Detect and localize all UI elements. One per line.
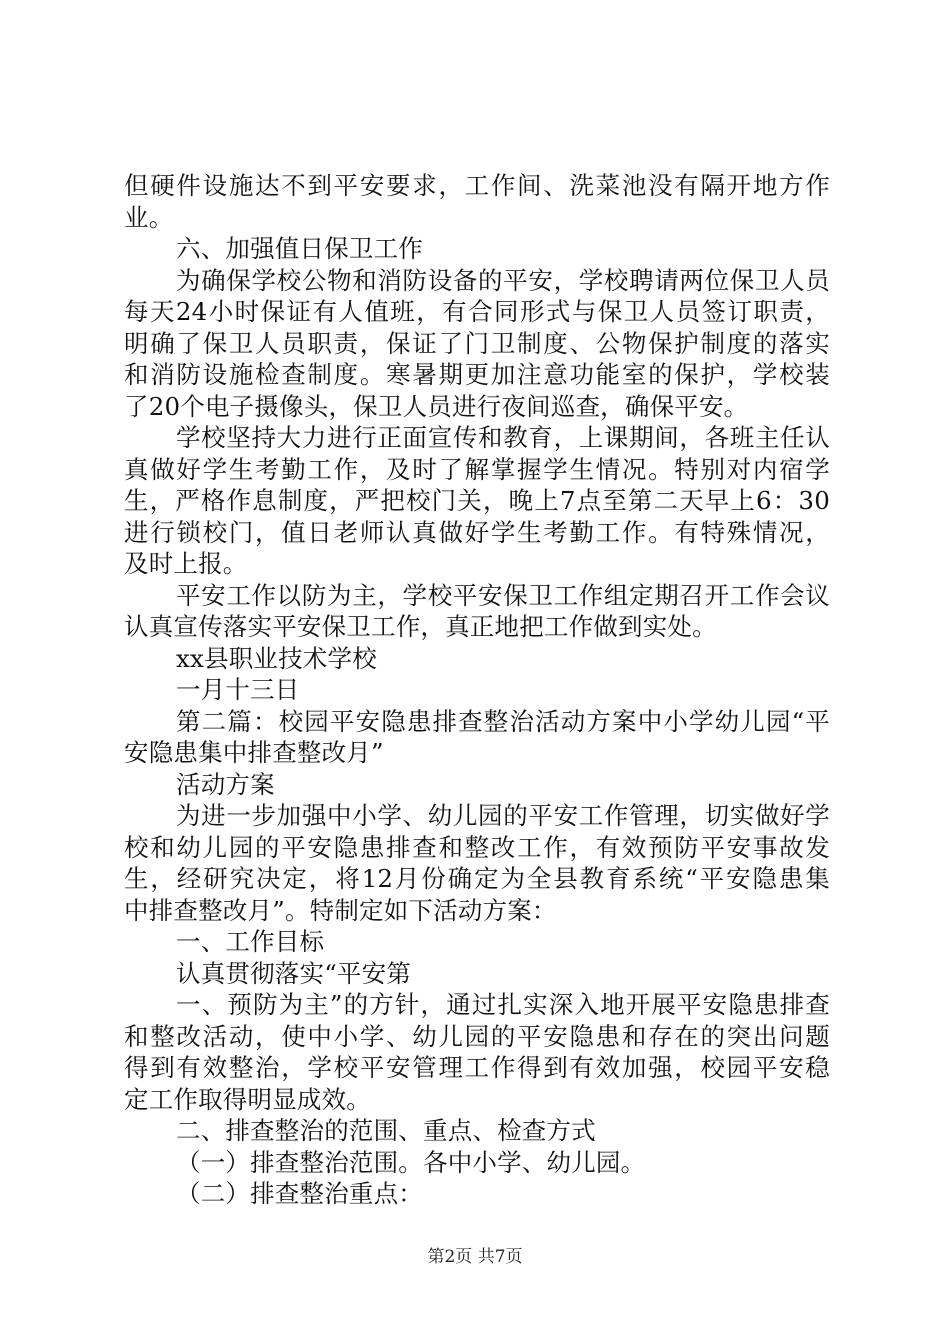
text-line: 定工作取得明显成效。 — [124, 1084, 371, 1114]
text-line: 进行锁校门，值日老师认真做好学生考勤工作。有特殊情况， — [124, 517, 830, 547]
school-name: xx县职业技术学校 — [176, 643, 377, 673]
text-line: 生，严格作息制度，严把校门关，晚上7点至第二天早上6：30 — [124, 486, 830, 515]
text-line: 为进一步加强中小学、幼儿园的平安工作管理，切实做好学 — [176, 801, 830, 830]
text-line: 中排查整改月”。特制定如下活动方案： — [124, 895, 557, 925]
text-line: 学校坚持大力进行正面宣传和教育，上课期间，各班主任认 — [176, 423, 830, 452]
text-line: 生，经研究决定，将12月份确定为全县教育系统“平安隐患集 — [124, 864, 830, 893]
section-heading: 活动方案 — [176, 769, 275, 799]
chapter-title: 安隐患集中排查整改月” — [124, 738, 384, 767]
text-line: 及时上报。 — [124, 549, 248, 578]
text-line: 但硬件设施达不到平安要求，工作间、洗菜池没有隔开地方作 — [124, 171, 830, 200]
text-line: 校和幼儿园的平安隐患排查和整改工作，有效预防平安事故发 — [124, 832, 830, 862]
section-heading: 二、排查整治的范围、重点、检查方式 — [176, 1116, 596, 1145]
section-heading: 一、工作目标 — [176, 927, 325, 956]
text-line: 业。 — [124, 202, 174, 232]
text-line: 和整改活动，使中小学、幼儿园的平安隐患和存在的突出问题 — [124, 1021, 830, 1051]
text-line: 认真贯彻落实“平安第 — [176, 958, 412, 988]
page-number: 第2页 共7页 — [427, 1247, 523, 1267]
text-line: 为确保学校公物和消防设备的平安，学校聘请两位保卫人员 — [176, 265, 830, 295]
text-line: 一、预防为主”的方针，通过扎实深入地开展平安隐患排查 — [176, 990, 830, 1019]
text-line: 了20个电子摄像头，保卫人员进行夜间巡查，确保平安。 — [124, 391, 749, 421]
section-heading: 六、加强值日保卫工作 — [176, 234, 423, 263]
text-line: 平安工作以防为主，学校平安保卫工作组定期召开工作会议 — [176, 580, 830, 610]
document-body — [124, 170, 830, 1210]
text-line: 真做好学生考勤工作，及时了解掌握学生情况。特别对内宿学 — [124, 454, 830, 484]
document-date: 一月十三日 — [176, 675, 300, 704]
text-line: 得到有效整治，学校平安管理工作得到有效加强，校园平安稳 — [124, 1053, 830, 1082]
text-line: 认真宣传落实平安保卫工作，真正地把工作做到实处。 — [124, 612, 717, 641]
text-line: 每天24小时保证有人值班，有合同形式与保卫人员签订职责， — [124, 297, 830, 326]
text-line: （二）排查整治重点： — [176, 1179, 423, 1208]
text-line: 和消防设施检查制度。寒暑期更加注意功能室的保护，学校装 — [124, 360, 830, 389]
text-line: 明确了保卫人员职责，保证了门卫制度、公物保护制度的落实 — [124, 328, 830, 358]
chapter-title: 第二篇：校园平安隐患排查整治活动方案中小学幼儿园“平 — [176, 706, 830, 736]
text-line: （一）排查整治范围。各中小学、幼儿园。 — [176, 1147, 646, 1177]
